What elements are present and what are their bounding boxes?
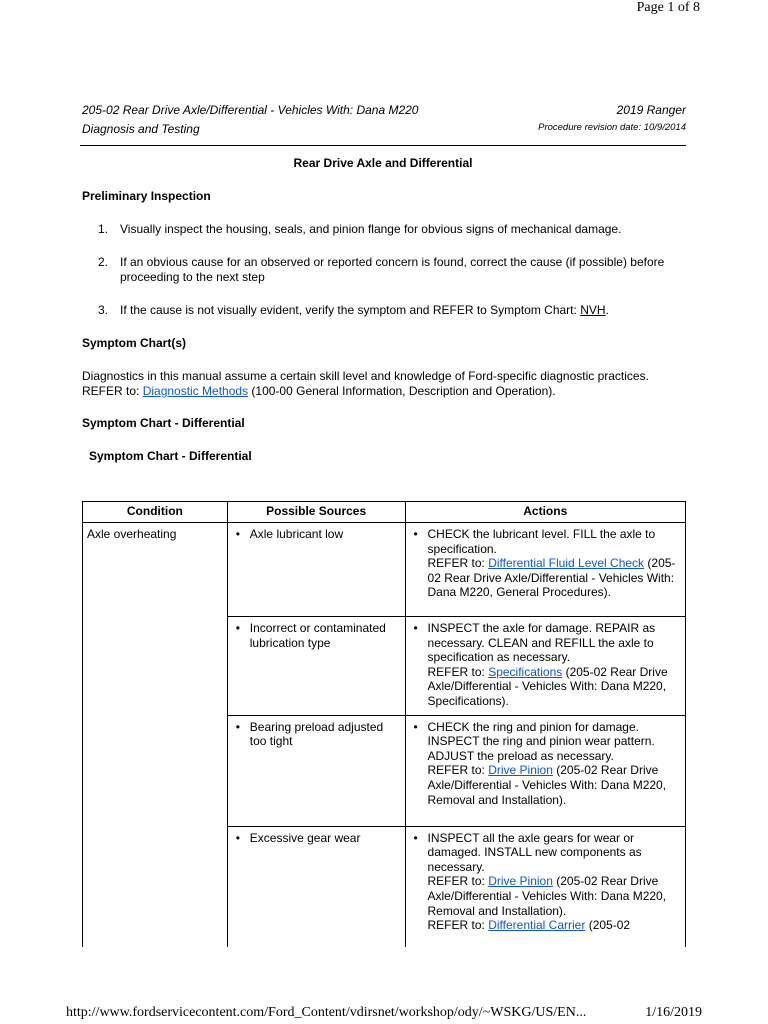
action-cell bbox=[405, 715, 685, 826]
action-cell bbox=[405, 617, 685, 716]
refer-prefix: REFER to: bbox=[82, 384, 143, 398]
document-subtitle: Diagnosis and Testing bbox=[82, 122, 200, 136]
vehicle-label: 2019 Ranger bbox=[616, 103, 686, 117]
refer-suffix: (100-00 General Information, Description and Operation). bbox=[248, 384, 556, 398]
step-text: Visually inspect the housing, seals, and pinion flange for obvious signs of mechanical damage. bbox=[120, 222, 622, 236]
column-header-actions: Actions bbox=[405, 502, 685, 523]
source-item: • Bearing preload adjusted too tight bbox=[232, 720, 401, 749]
symptom-table bbox=[82, 501, 686, 947]
footer-date: 1/16/2019 bbox=[645, 1005, 702, 1020]
nvh-link[interactable]: NVH bbox=[580, 303, 606, 317]
specifications-link[interactable]: Specifications bbox=[488, 664, 563, 679]
column-header-condition: Condition bbox=[83, 502, 228, 523]
table-row bbox=[83, 523, 686, 617]
condition-cell: Axle overheating bbox=[83, 523, 228, 947]
preliminary-heading: Preliminary Inspection bbox=[82, 189, 211, 203]
symptom-charts-heading: Symptom Chart(s) bbox=[82, 336, 187, 350]
differential-carrier-link[interactable]: Differential Carrier bbox=[488, 918, 586, 933]
table-header-row bbox=[83, 502, 686, 523]
source-item: • Axle lubricant low bbox=[232, 527, 401, 542]
revision-date: Procedure revision date: 10/9/2014 bbox=[538, 122, 686, 133]
chart-heading: Symptom Chart - Differential bbox=[82, 416, 245, 430]
action-cell bbox=[405, 523, 685, 617]
refer-prefix: REFER to: bbox=[427, 918, 489, 933]
action-text: INSPECT all the axle gears for wear or damaged. INSTALL new components as necessary. bbox=[427, 830, 642, 874]
step-text: If an obvious cause for an observed or reported concern is found, correct the cause (if possible) before proceeding to the next step bbox=[120, 255, 665, 284]
step-number: 3. bbox=[98, 303, 109, 317]
step-text: If the cause is not visually evident, verify the symptom and REFER to Symptom Chart: bbox=[120, 303, 581, 317]
action-item bbox=[410, 527, 681, 600]
footer-url: http://www.fordservicecontent.com/Ford_Content/vdirsnet/workshop/ody/~WSKG/US/EN... bbox=[66, 1005, 587, 1020]
column-header-sources: Possible Sources bbox=[227, 502, 405, 523]
page-number: Page 1 of 8 bbox=[636, 0, 700, 15]
refer-prefix: REFER to: bbox=[427, 664, 489, 679]
chart-caption: Symptom Chart - Differential bbox=[89, 449, 252, 463]
header-divider bbox=[80, 145, 686, 146]
step-item bbox=[82, 303, 682, 318]
source-item: • Excessive gear wear bbox=[232, 831, 401, 846]
refer-suffix: (205-02 Rear Drive Axle/Differential - Vehicles With: Dana M220, Removal and Installation). bbox=[427, 763, 667, 807]
refer-suffix: (205-02 Rear Drive Axle/Differential - Vehicles With: Dana M220, Specifications). bbox=[427, 664, 668, 708]
drive-pinion-link[interactable]: Drive Pinion bbox=[488, 763, 553, 778]
refer-suffix: (205-02 Rear Drive Axle/Differential - Vehicles With: Dana M220, General Procedures). bbox=[427, 556, 676, 600]
refer-suffix: (205-02 Rear Drive Axle/Differential - Vehicles With: Dana M220, Removal and Installation). bbox=[427, 874, 667, 918]
preliminary-steps bbox=[82, 222, 682, 336]
source-cell bbox=[227, 617, 405, 716]
source-cell bbox=[227, 715, 405, 826]
step-number: 1. bbox=[98, 222, 109, 236]
source-cell bbox=[227, 826, 405, 947]
action-item bbox=[410, 720, 681, 808]
refer-prefix: REFER to: bbox=[427, 556, 489, 571]
step-number: 2. bbox=[98, 255, 109, 269]
diagnostics-paragraph bbox=[82, 369, 682, 399]
document-section-title: 205-02 Rear Drive Axle/Differential - Vehicles With: Dana M220 bbox=[82, 103, 419, 117]
step-item bbox=[82, 255, 682, 285]
action-item bbox=[410, 621, 681, 709]
page-title: Rear Drive Axle and Differential bbox=[293, 156, 473, 170]
refer-prefix: REFER to: bbox=[427, 763, 489, 778]
source-cell bbox=[227, 523, 405, 617]
fluid-level-check-link[interactable]: Differential Fluid Level Check bbox=[488, 556, 645, 571]
refer-suffix: (205-02 bbox=[585, 918, 631, 933]
diagnostic-methods-link[interactable]: Diagnostic Methods bbox=[142, 384, 249, 398]
step-text-end: . bbox=[605, 303, 609, 317]
diagnostics-text: Diagnostics in this manual assume a certain skill level and knowledge of Ford-specific diagnostic practices. bbox=[82, 369, 649, 383]
action-cell bbox=[405, 826, 685, 947]
action-item bbox=[410, 831, 681, 933]
action-text: CHECK the ring and pinion for damage. INSPECT the ring and pinion wear pattern. ADJUST the preload as necessary. bbox=[427, 719, 655, 763]
refer-prefix: REFER to: bbox=[427, 874, 489, 889]
source-item: • Incorrect or contaminated lubrication type bbox=[232, 621, 401, 650]
action-text: INSPECT the axle for damage. REPAIR as necessary. CLEAN and REFILL the axle to specification as necessary. bbox=[427, 621, 656, 665]
drive-pinion-link[interactable]: Drive Pinion bbox=[488, 874, 553, 889]
action-text: CHECK the lubricant level. FILL the axle to specification. bbox=[427, 527, 656, 556]
step-item bbox=[82, 222, 682, 237]
